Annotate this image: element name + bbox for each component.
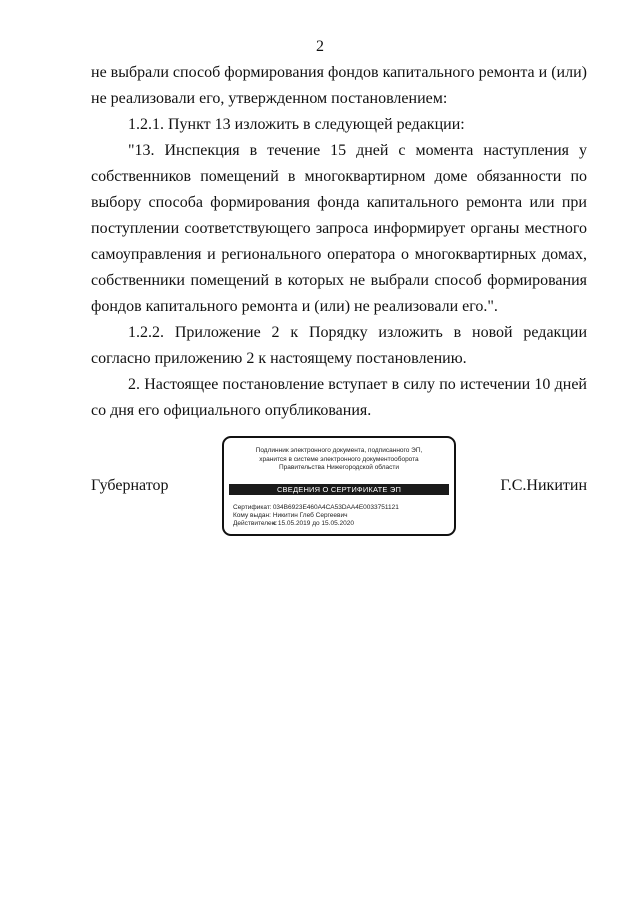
paragraph-1-2-1: 1.2.1. Пункт 13 изложить в следующей редакции: bbox=[128, 116, 465, 133]
page-number: 2 bbox=[316, 38, 324, 55]
stamp-certificate-row bbox=[233, 504, 448, 512]
signatory-position: Губернатор bbox=[91, 477, 169, 494]
stamp-validity-row bbox=[233, 520, 448, 528]
stamp-details bbox=[233, 504, 448, 528]
stamp-header-line: хранится в системе электронного документооборота bbox=[259, 455, 419, 463]
stamp-header bbox=[230, 447, 448, 473]
stamp-validity-label: Действителен: bbox=[233, 520, 278, 527]
stamp-header-line: Подлинник электронного документа, подписанного ЭП, bbox=[255, 447, 423, 454]
stamp-issued-to-row bbox=[233, 512, 448, 520]
paragraph-point-13: "13. Инспекция в течение 15 дней с момента наступления у собственников помещений в многоквартирном доме обязанности по выбору способа формирования фонда капитального ремонта или при поступлении соответствующего запроса информирует органы местного самоуправления и регионального оператора о многоквартирных домах, собственники помещений в которых не выбрали способ формирования фондов капитального ремонта и (или) не реализовали его.". bbox=[91, 142, 587, 315]
stamp-issued-to-value: Никитин Глеб Сергеевич bbox=[272, 512, 348, 519]
stamp-issued-to-label: Кому выдан: bbox=[233, 512, 271, 519]
stamp-banner: СВЕДЕНИЯ О СЕРТИФИКАТЕ ЭП bbox=[229, 484, 449, 495]
paragraph-2: 2. Настоящее постановление вступает в силу по истечении 10 дней со дня его официального опубликования. bbox=[91, 376, 587, 419]
stamp-certificate-value: 034B6923E460A4CA53DAA4E0033751121 bbox=[272, 504, 399, 511]
electronic-signature-stamp bbox=[222, 436, 456, 536]
stamp-certificate-label: Сертификат: bbox=[233, 504, 272, 511]
stamp-validity-value: с 15.05.2019 до 15.05.2020 bbox=[272, 520, 354, 527]
signature-block bbox=[91, 436, 587, 540]
signatory-name: Г.С.Никитин bbox=[500, 477, 587, 494]
document-body bbox=[91, 60, 587, 424]
paragraph-1-2-2: 1.2.2. Приложение 2 к Порядку изложить в новой редакции согласно приложению 2 к настоящему постановлению. bbox=[91, 324, 587, 367]
stamp-header-line: Правительства Нижегородской области bbox=[278, 464, 400, 471]
paragraph-continuation: не выбрали способ формирования фондов капитального ремонта и (или) не реализовали его, утвержденном постановлением: bbox=[91, 64, 587, 107]
